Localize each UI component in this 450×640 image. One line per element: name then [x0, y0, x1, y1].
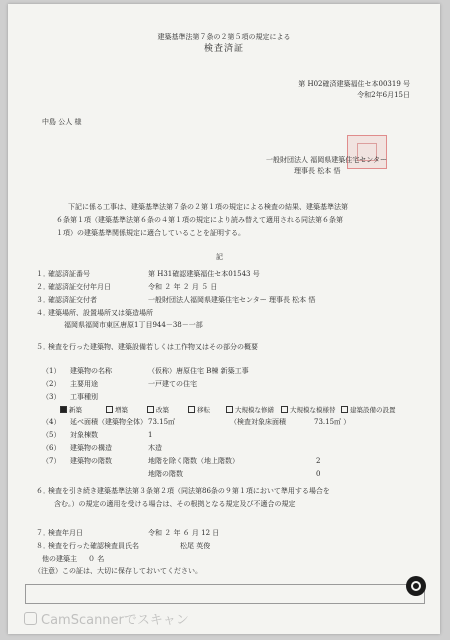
body-line-2: ６条第１項（建築基準法第６条の４第１項の規定により読み替えて適用される同法第６条第	[56, 216, 343, 224]
sub-6-value: 木造	[148, 444, 162, 452]
certificate-page	[8, 4, 440, 634]
item-1-value: 第 H31確認建築福住セ本01543 号	[148, 270, 260, 278]
sub-7-number: （7）	[42, 457, 61, 465]
item-1-label: 確認済証番号	[48, 270, 90, 278]
item-3-label: 確認済証交付者	[48, 296, 97, 304]
body-line-1: 下記に係る工事は、建築基準法第７条の２第１項の規定による検査の結果、建築基準法第	[68, 203, 348, 211]
item-4-number: ４．	[36, 309, 50, 317]
document-title: 検査済証	[203, 44, 244, 54]
item-2-value: 令和 ２ 年 ２ 月 ５ 日	[148, 283, 218, 291]
sub-1-number: （1）	[42, 367, 61, 375]
sub-5-label: 対象棟数	[70, 431, 98, 439]
sub-3-number: （3）	[42, 393, 61, 401]
item-8-number: ８．	[36, 542, 50, 550]
item-4-value: 福岡県福岡市東区唐原1丁目944－38－一部	[64, 321, 203, 329]
work-type-rebuild: 改築	[147, 406, 169, 415]
work-type-extension: 増築	[106, 406, 128, 415]
item-4-label: 建築場所、設置場所又は築造場所	[48, 309, 153, 317]
sub-6-label: 建築物の構造	[70, 444, 112, 452]
sub-4-label2: （検査対象床面積	[230, 418, 286, 426]
item-6-line-1: 検査を引き続き建築基準法第３条第２項（同法第86条の９第１項において準用する場合を	[48, 487, 330, 495]
sub-2-value: 一戸建ての住宅	[148, 380, 197, 388]
sub-7-above-value: 2	[316, 457, 321, 465]
item-3-value: 一般財団法人福岡県建築住宅センター 理事長 松本 悟	[148, 296, 316, 304]
issue-date: 令和2年6月15日	[357, 91, 410, 99]
note-text: （注意）この証は、大切に保存しておいてください。	[34, 567, 202, 575]
organization-logo-icon	[406, 576, 426, 596]
sub-1-label: 建築物の名称	[70, 367, 112, 375]
item-5-number: ５．	[36, 343, 50, 351]
work-type-new: 新築	[60, 406, 82, 415]
sub-4-number: （4）	[42, 418, 61, 426]
work-type-equipment: 建築設備の設置	[341, 406, 396, 415]
item-7-value: 令和 ２ 年 ６ 月 12 日	[148, 529, 220, 537]
certificate-number: 第 H02確済建築福住セ本00319 号	[298, 80, 410, 88]
sub-4-value: 73.15㎡	[148, 418, 176, 426]
note-frame	[25, 584, 425, 604]
work-type-major-remodel: 大規模な模様替	[281, 406, 336, 415]
sub-5-number: （5）	[42, 431, 61, 439]
sub-3-label: 工事種別	[70, 393, 98, 401]
checkbox-icon	[106, 406, 113, 413]
item-7-label: 検査年月日	[48, 529, 83, 537]
item-6-number: ６．	[36, 487, 50, 495]
sub-2-number: （2）	[42, 380, 61, 388]
work-type-major-repair: 大規模な修繕	[226, 406, 274, 415]
sub-7-below-label: 地階の階数	[148, 470, 183, 478]
checkbox-icon	[281, 406, 288, 413]
item-7-number: ７．	[36, 529, 50, 537]
item-1-number: １．	[36, 270, 50, 278]
sub-4-label: 延べ面積（建築物全体）	[70, 418, 147, 426]
sub-6-number: （6）	[42, 444, 61, 452]
item-2-number: ２．	[36, 283, 50, 291]
sub-2-label: 主要用途	[70, 380, 98, 388]
item-3-number: ３．	[36, 296, 50, 304]
item-2-label: 確認済証交付年月日	[48, 283, 111, 291]
item-6-line-2: 含む。）の規定の適用を受ける場合は、その根拠となる規定及び不適合の規定	[54, 500, 296, 508]
sub-7-label: 建築物の階数	[70, 457, 112, 465]
sub-4-value2: 73.15㎡ ）	[314, 418, 351, 426]
scanner-watermark: CamScannerでスキャン	[24, 609, 189, 628]
checkbox-icon	[188, 406, 195, 413]
item-5-label: 検査を行った建築物、建築設備若しくは工作物又はその部分の概要	[48, 343, 258, 351]
issuer-head: 理事長 松本 悟	[294, 167, 341, 175]
checkbox-checked-icon	[60, 406, 67, 413]
body-line-3: １項）の建築基準関係規定に適合していることを証明する。	[56, 229, 245, 237]
issuer-org: 一般財団法人 福岡県建築住宅センター	[266, 156, 387, 164]
other-owners-label: 他の建築主	[42, 555, 77, 563]
item-8-label: 検査を行った確認検査員氏名	[48, 542, 139, 550]
sub-7-below-value: 0	[316, 470, 321, 478]
sub-7-above-label: 地階を除く階数（地上階数）	[148, 457, 239, 465]
work-type-relocation: 移転	[188, 406, 210, 415]
checkbox-icon	[341, 406, 348, 413]
checkbox-icon	[147, 406, 154, 413]
sub-1-value: （仮称）唐原住宅 B棟 新築工事	[148, 367, 249, 375]
legal-basis-line: 建築基準法第７条の２第５項の規定による	[157, 33, 291, 41]
ki-heading: 記	[216, 253, 223, 261]
addressee: 中島 公人 様	[42, 118, 82, 126]
checkbox-icon	[226, 406, 233, 413]
sub-5-value: 1	[148, 431, 153, 439]
camscanner-icon	[24, 612, 37, 625]
item-8-value: 松尾 英俊	[180, 542, 211, 550]
other-owners-value: ０ 名	[88, 555, 105, 563]
